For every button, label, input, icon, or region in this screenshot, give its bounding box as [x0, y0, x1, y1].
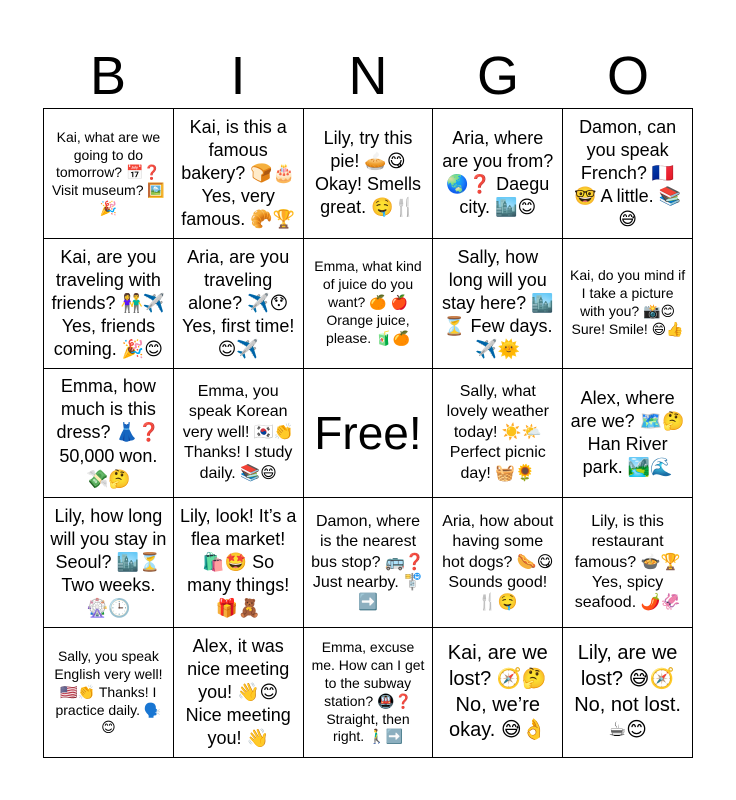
bingo-cell[interactable] — [563, 628, 693, 758]
cell-text: Lily, are we lost? 😅🧭 No, not lost. ☕😊 — [574, 642, 681, 742]
cell-text: Kai, are we lost? 🧭🤔 No, we’re okay. 😅👌 — [447, 642, 548, 742]
cell-text: Damon, where is the nearest bus stop? 🚌❓ Just nearby. 🚏➡️ — [311, 512, 425, 612]
header-letter-i: I — [230, 46, 246, 106]
bingo-cell[interactable] — [563, 239, 693, 369]
cell-text: Lily, look! It’s a flea market! 🛍️🤩 So many things! 🎁🧸 — [180, 506, 297, 619]
bingo-cell[interactable] — [433, 498, 563, 628]
bingo-cell[interactable] — [44, 369, 174, 499]
bingo-cell[interactable] — [433, 369, 563, 499]
cell-text: Aria, are you traveling alone? ✈️😯 Yes, first time! 😊✈️ — [182, 246, 295, 359]
cell-text: Kai, are you traveling with friends? 👫✈️ Yes, friends coming. 🎉😊 — [51, 246, 166, 359]
header-letter-n: N — [348, 46, 388, 106]
cell-text: Lily, is this restaurant famous? 🍲🏆 Yes, spicy seafood. 🌶️🦑 — [574, 512, 681, 612]
bingo-cell[interactable] — [174, 498, 304, 628]
bingo-cell[interactable] — [44, 239, 174, 369]
bingo-cell[interactable] — [44, 628, 174, 758]
cell-text: Kai, do you mind if I take a picture with you? 📸😊 Sure! Smile! 😄👍 — [570, 267, 686, 338]
cell-text: Sally, what lovely weather today! ☀️🌤️ Perfect picnic day! 🧺🌻 — [446, 382, 549, 482]
cell-text: Damon, can you speak French? 🇫🇷 🤓 A little. 📚😅 — [574, 116, 682, 229]
bingo-cell[interactable] — [174, 239, 304, 369]
bingo-cell[interactable] — [433, 109, 563, 239]
cell-text: Emma, what kind of juice do you want? 🍊 🍎 Orange juice, please. 🧃🍊 — [314, 258, 422, 347]
cell-text: Aria, how about having some hot dogs? 🌭😋 Sounds good! 🍴🤤 — [442, 512, 554, 612]
cell-text: Alex, where are we? 🗺️🤔 Han River park. 🏞️🌊 — [570, 387, 685, 478]
cell-text: Kai, is this a famous bakery? 🍞🎂 Yes, very famous. 🥐🏆 — [181, 116, 296, 229]
bingo-cell[interactable] — [304, 109, 434, 239]
bingo-board — [43, 108, 693, 758]
cell-text: Alex, it was nice meeting you! 👋😊 Nice meeting you! 👋 — [185, 636, 291, 749]
bingo-cell[interactable] — [433, 628, 563, 758]
bingo-cell[interactable] — [563, 498, 693, 628]
cell-text: Emma, you speak Korean very well! 🇰🇷👏 Thanks! I study daily. 📚😄 — [182, 382, 294, 482]
bingo-cell[interactable] — [174, 109, 304, 239]
free-cell[interactable] — [304, 369, 434, 499]
cell-text: Emma, how much is this dress? 👗❓ 50,000 won. 💸🤔 — [56, 376, 161, 489]
header-letter-g: G — [476, 46, 519, 106]
cell-text: Sally, you speak English very well! 🇺🇸👏 Thanks! I practice daily. 🗣️😊 — [54, 647, 163, 736]
cell-text: Kai, what are we going to do tomorrow? 📅❓ Visit museum? 🖼️🎉 — [51, 128, 165, 217]
cell-text: Lily, how long will you stay in Seoul? 🏙️⏳ Two weeks. 🎡🕒 — [50, 506, 167, 619]
bingo-cell[interactable] — [44, 109, 174, 239]
bingo-cell[interactable] — [174, 369, 304, 499]
bingo-cell[interactable] — [174, 628, 304, 758]
bingo-cell[interactable] — [304, 239, 434, 369]
cell-text: Sally, how long will you stay here? 🏙️⏳ Few days. ✈️🌞 — [442, 246, 554, 359]
header-letter-o: O — [606, 46, 649, 106]
cell-text: Aria, where are you from? 🌏❓ Daegu city. 🏙️😊 — [442, 128, 554, 218]
bingo-cell[interactable] — [304, 628, 434, 758]
cell-text: Emma, excuse me. How can I get to the subway station? 🚇❓ Straight, then right. 🚶‍♂️➡️ — [311, 638, 425, 745]
bingo-cell[interactable] — [563, 369, 693, 499]
bingo-cell[interactable] — [44, 498, 174, 628]
free-label: Free! — [314, 406, 422, 459]
cell-text: Lily, try this pie! 🥧😋 Okay! Smells great. 🤤🍴 — [314, 128, 421, 218]
bingo-cell[interactable] — [304, 498, 434, 628]
bingo-cell[interactable] — [433, 239, 563, 369]
header-letter-b: B — [89, 46, 127, 106]
bingo-header — [43, 44, 693, 108]
bingo-cell[interactable] — [563, 109, 693, 239]
